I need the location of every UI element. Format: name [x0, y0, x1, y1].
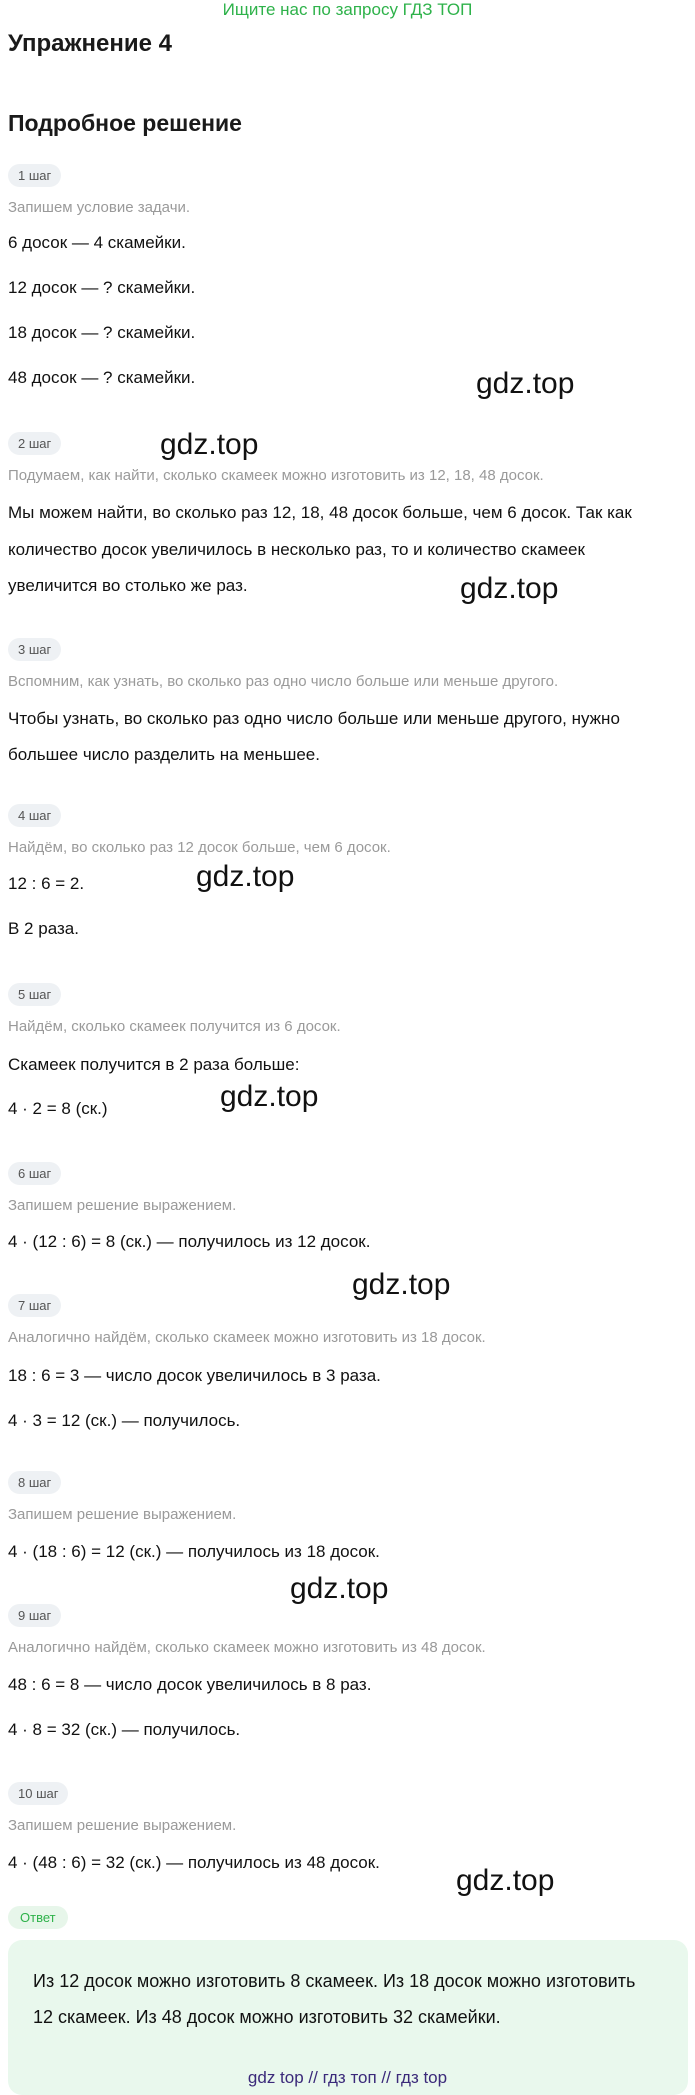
watermark: gdz.top [456, 1864, 555, 1897]
watermark: gdz.top [160, 428, 259, 461]
watermark: gdz.top [290, 1572, 389, 1605]
step-1-line-1: 6 досок — 4 скамейки. [8, 233, 186, 252]
step-1-line-2: 12 досок — ? скамейки. [8, 278, 196, 297]
step-4-hint: Найдём, во сколько раз 12 досок больше, чем 6 досок. [8, 839, 391, 856]
answer-badge: Ответ [8, 1906, 68, 1929]
step-6-line-1: 4 · (12 : 6) = 8 (ск.) — получилось из 12 досок. [8, 1232, 371, 1251]
step-6-hint: Запишем решение выражением. [8, 1197, 237, 1214]
step-10-badge: 10 шаг [8, 1782, 68, 1805]
step-3-badge: 3 шаг [8, 638, 61, 661]
step-1-badge: 1 шаг [8, 164, 61, 187]
step-2-badge: 2 шаг [8, 432, 61, 455]
step-6-badge: 6 шаг [8, 1162, 61, 1185]
solution-heading: Подробное решение [8, 110, 242, 136]
step-2-hint: Подумаем, как найти, сколько скамеек можно изготовить из 12, 18, 48 досок. [8, 467, 544, 484]
step-3-line-1: Чтобы узнать, во сколько раз одно число больше или меньше другого, нужно [8, 709, 620, 728]
step-10-hint: Запишем решение выражением. [8, 1817, 237, 1834]
step-5-hint: Найдём, сколько скамеек получится из 6 досок. [8, 1018, 341, 1035]
answer-line-1: Из 12 досок можно изготовить 8 скамеек. Из 18 досок можно изготовить [33, 1971, 636, 1991]
step-10-line-1: 4 · (48 : 6) = 32 (ск.) — получилось из 48 досок. [8, 1853, 380, 1872]
step-9-badge: 9 шаг [8, 1604, 61, 1627]
step-1-hint: Запишем условие задачи. [8, 199, 191, 216]
step-7-line-2: 4 · 3 = 12 (ск.) — получилось. [8, 1411, 241, 1430]
step-1-line-4: 48 досок — ? скамейки. [8, 368, 196, 387]
page-title: Упражнение 4 [8, 30, 172, 57]
step-9-hint: Аналогично найдём, сколько скамеек можно изготовить из 48 досок. [8, 1639, 486, 1656]
watermark: gdz.top [476, 367, 575, 400]
footer-links[interactable]: gdz top // гдз топ // гдз top [247, 2068, 448, 2087]
step-2-line-3: увеличится во столько же раз. [8, 576, 248, 595]
step-7-line-1: 18 : 6 = 3 — число досок увеличилось в 3 раза. [8, 1366, 381, 1385]
step-3-hint: Вспомним, как узнать, во сколько раз одно число больше или меньше другого. [8, 673, 559, 690]
answer-line-2: 12 скамеек. Из 48 досок можно изготовить 32 скамейки. [33, 2007, 501, 2027]
step-4-line-1: 12 : 6 = 2. [8, 874, 85, 893]
watermark: gdz.top [352, 1268, 451, 1301]
step-4-line-2: В 2 раза. [8, 919, 79, 938]
step-9-line-2: 4 · 8 = 32 (ск.) — получилось. [8, 1720, 241, 1739]
step-5-badge: 5 шаг [8, 983, 61, 1006]
step-3-line-2: большее число разделить на меньшее. [8, 745, 320, 764]
step-8-badge: 8 шаг [8, 1471, 61, 1494]
step-5-line-2: 4 · 2 = 8 (ск.) [8, 1099, 108, 1118]
step-4-badge: 4 шаг [8, 804, 61, 827]
step-7-badge: 7 шаг [8, 1294, 61, 1317]
step-5-line-1: Скамеек получится в 2 раза больше: [8, 1055, 300, 1074]
step-8-hint: Запишем решение выражением. [8, 1506, 237, 1523]
step-8-line-1: 4 · (18 : 6) = 12 (ск.) — получилось из 18 досок. [8, 1542, 380, 1561]
watermark: gdz.top [196, 860, 295, 893]
watermark: gdz.top [460, 572, 559, 605]
step-2-line-2: количество досок увеличилось в несколько раз, то и количество скамеек [8, 540, 585, 559]
step-1-line-3: 18 досок — ? скамейки. [8, 323, 196, 342]
step-9-line-1: 48 : 6 = 8 — число досок увеличилось в 8 раз. [8, 1675, 372, 1694]
watermark: gdz.top [220, 1080, 319, 1113]
step-7-hint: Аналогично найдём, сколько скамеек можно изготовить из 18 досок. [8, 1329, 486, 1346]
step-2-line-1: Мы можем найти, во сколько раз 12, 18, 48 досок больше, чем 6 досок. Так как [8, 503, 632, 522]
top-banner: Ищите нас по запросу ГДЗ ТОП [222, 0, 473, 19]
